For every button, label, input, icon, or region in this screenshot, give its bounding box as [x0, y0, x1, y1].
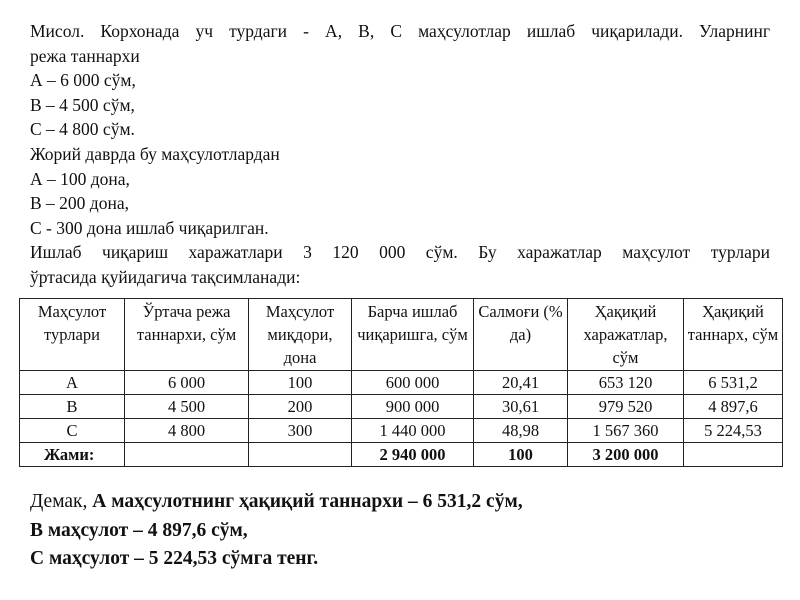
table-total-row: [20, 443, 783, 467]
table-row: [20, 395, 783, 419]
header-planned-cost: Ўртача режа таннархи, сўм: [125, 299, 249, 371]
intro-line: Мисол. Корхонада уч турдаги - А, В, С маҳсулотлар ишлаб чиқарилади. Уларнинг: [30, 21, 770, 41]
header-product-type: Маҳсулот турлари: [20, 299, 125, 371]
intro-line: Ишлаб чиқариш харажатлари 3 120 000 сўм. Бу харажатлар маҳсулот турлари: [30, 242, 770, 263]
table-cell: 900 000: [352, 395, 474, 419]
header-actual-expenses: Ҳақиқий харажатлар, сўм: [568, 299, 684, 371]
table-cell: 4 500: [125, 395, 249, 419]
table-cell: С: [20, 419, 125, 443]
header-total-planned: Барча ишлаб чиқаришга, сўм: [352, 299, 474, 371]
conclusion-line: [30, 545, 780, 574]
conclusion-product-b: В маҳсулот – 4 897,6 сўм,: [30, 519, 248, 541]
table-cell: 653 120: [568, 371, 684, 395]
table-cell: 4 800: [125, 419, 249, 443]
table-cell: 1 567 360: [568, 419, 684, 443]
table-cell: 979 520: [568, 395, 684, 419]
table-cell: 6 531,2: [684, 371, 783, 395]
table-cell: 4 897,6: [684, 395, 783, 419]
table-cell: [125, 443, 249, 467]
header-quantity: Маҳсулот миқдори, дона: [249, 299, 352, 371]
table-cell: А: [20, 371, 125, 395]
table-row: [20, 371, 783, 395]
table-header-row: [20, 299, 783, 371]
table-row: [20, 419, 783, 443]
table-cell: 20,41: [474, 371, 568, 395]
total-actual-sum: 3 200 000: [568, 443, 684, 467]
intro-line: ўртасида қуйидагича тақсимланади:: [30, 266, 301, 287]
intro-line: Жорий даврда бу маҳсулотлардан: [30, 143, 280, 164]
conclusion-text: [30, 488, 780, 574]
intro-line: А – 6 000 сўм,: [30, 70, 136, 91]
table-cell: [249, 443, 352, 467]
table-cell: 600 000: [352, 371, 474, 395]
table-cell: 1 440 000: [352, 419, 474, 443]
table-cell: 48,98: [474, 419, 568, 443]
conclusion-lead: Демак,: [30, 491, 93, 512]
intro-line: В – 4 500 сўм,: [30, 94, 135, 115]
intro-line: А – 100 дона,: [30, 168, 130, 189]
conclusion-product-a: А маҳсулотнинг ҳақиқий таннархи – 6 531,2 сўм,: [92, 491, 523, 512]
intro-line: режа таннархи: [30, 45, 140, 66]
table-cell: 6 000: [125, 371, 249, 395]
total-share-sum: 100: [474, 443, 568, 467]
intro-line: С - 300 дона ишлаб чиқарилган.: [30, 217, 269, 238]
table-cell: 200: [249, 395, 352, 419]
table-cell: 30,61: [474, 395, 568, 419]
table-cell: 300: [249, 419, 352, 443]
intro-text: [30, 19, 770, 290]
intro-line: В – 200 дона,: [30, 193, 129, 214]
table-cell: [684, 443, 783, 467]
header-share: Салмоғи (% да): [474, 299, 568, 371]
header-actual-cost: Ҳақиқий таннарх, сўм: [684, 299, 783, 371]
conclusion-product-c: С маҳсулот – 5 224,53 сўмга тенг.: [30, 548, 319, 569]
total-label: Жами:: [20, 443, 125, 467]
total-planned-sum: 2 940 000: [352, 443, 474, 467]
conclusion-line: [30, 517, 780, 546]
table-cell: 100: [249, 371, 352, 395]
table-cell: 5 224,53: [684, 419, 783, 443]
cost-allocation-table: [19, 298, 783, 467]
intro-line: С – 4 800 сўм.: [30, 119, 135, 140]
table-cell: В: [20, 395, 125, 419]
conclusion-line: [30, 488, 780, 517]
